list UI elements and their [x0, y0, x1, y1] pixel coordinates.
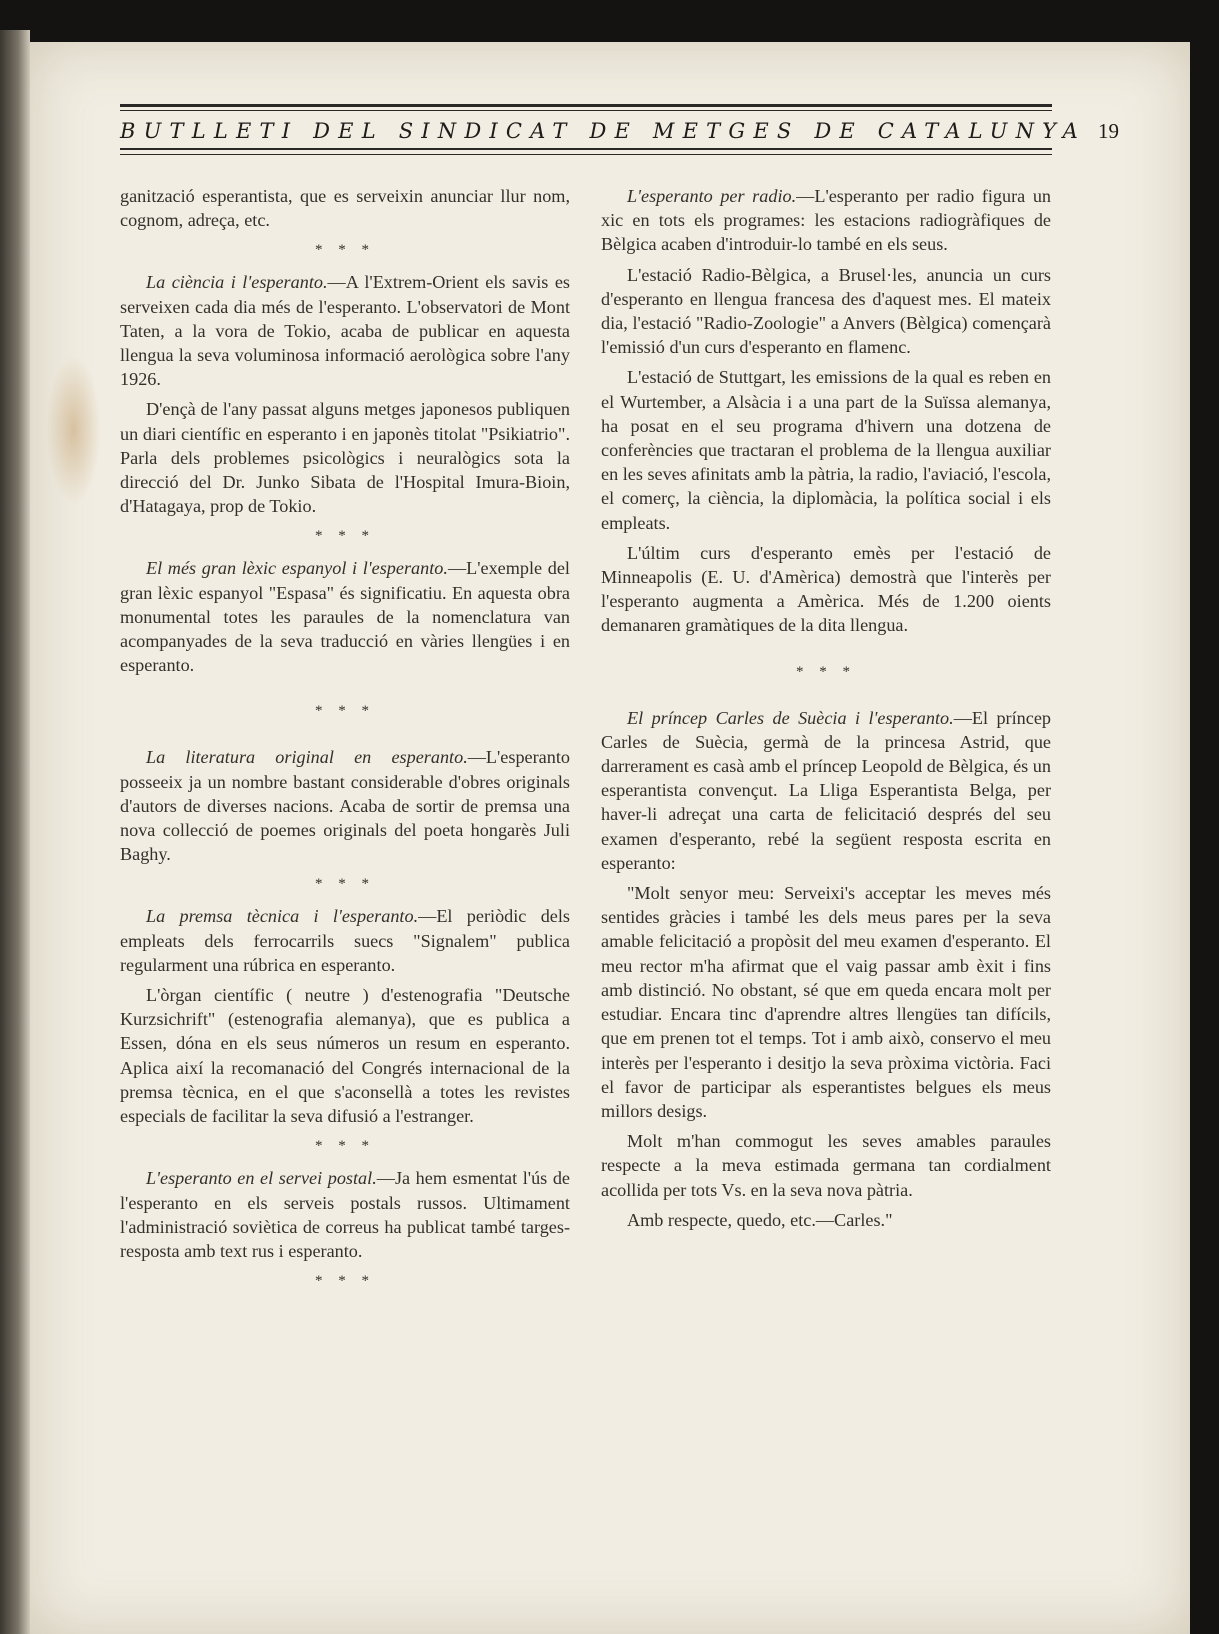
- news-item-postal: [120, 1166, 570, 1263]
- journal-title: BUTLLETI DEL SINDICAT DE METGES DE CATALUNYA: [120, 119, 1086, 143]
- letter-signoff: Amb respecte, quedo, etc.—Carles.": [627, 1209, 893, 1230]
- header-rule-bottom: [120, 148, 1052, 150]
- letter-paragraph: Molt m'han commogut les seves amables paraules respecte a la meva estimada germana tan cordialment acollida per tots Vs. en la seva nova pàtria.: [601, 1131, 1051, 1200]
- section-separator: * * *: [796, 663, 856, 680]
- item-text: —L'exemple del gran lèxic espanyol "Espasa" és significatiu. En aquesta obra monumental totes les paraules de la nomenclatura van acompanyades de la seva traducció en vàries llengües i en esperanto.: [120, 558, 570, 676]
- paragraph: L'estació de Stuttgart, les emissions de la qual es reben en el Wurtember, a Alsàcia i a una part de la Suïssa alemanya, ha posat en el seu programa d'hivern una dotzena de conferències que tractaran el problema de la llengua auxiliar en les seves afinitats amb la pàtria, la radio, l'aviació, l'escola, el comerç, la ciència, la diplomàcia, la política social i els empleats.: [601, 367, 1051, 533]
- section-separator: * * *: [315, 703, 375, 720]
- left-column: [120, 184, 570, 1301]
- paragraph: D'ençà de l'any passat alguns metges japonesos publiquen un diari científic en esperanto i en japonès titolat "Psikiatrio". Parla dels problemes psicològics i neuralògics sota la direcció del Dr. Junko Sibata de l'Hospital Imura-Bioin, d'Hatagaya, prop de Tokio.: [120, 399, 570, 517]
- header-rule-top: [120, 104, 1052, 107]
- news-item-radio: [601, 184, 1051, 257]
- section-separator: * * *: [315, 528, 375, 545]
- running-header: [120, 116, 1119, 146]
- right-column: [601, 184, 1051, 1232]
- item-title: La ciència i l'esperanto.: [146, 272, 328, 293]
- section-separator: * * *: [315, 242, 375, 259]
- paragraph: L'últim curs d'esperanto emès per l'estació de Minneapolis (E. U. d'Amèrica) demostrà que l'interès per l'esperanto augmenta a Amèrica. Més de 1.200 oients demanaren gramàtiques de la dita llengua.: [601, 542, 1051, 636]
- news-item-prince: [601, 706, 1051, 875]
- section-separator: * * *: [315, 1273, 375, 1290]
- item-title: L'esperanto en el servei postal.: [146, 1168, 377, 1189]
- header-rule-bottom-thin: [120, 154, 1052, 155]
- paper-stain: [46, 355, 101, 505]
- item-text: —El príncep Carles de Suècia, germà de la princesa Astrid, que darrerament es casà amb el príncep Leopold de Bèlgica, és un esperantista convençut. La Lliga Esperantista Belga, per haver-li adreçat una carta de felicitació després del seu examen d'esperanto, rebé la següent resposta escrita en esperanto:: [601, 707, 1051, 873]
- news-item-lexicon: [120, 556, 570, 677]
- letter-paragraph: "Molt senyor meu: Serveixi's acceptar les meves més sentides gràcies i també les dels meus pares per la seva amable felicitació a propòsit del meu examen d'esperanto. El meu rector m'ha afirmat que el vaig passar amb èxit i fins amb distinció. No obstant, sé que em queda encara molt per estudiar. Encara tinc d'aprendre altres llengües tan difícils, que em prenen tot el temps. Tot i amb això, conservo el meu interès per l'esperanto i desitjo la seva pròxima victòria. Faci el favor de participar als esperantistes belgues els meus millors desigs.: [601, 883, 1051, 1121]
- paragraph: L'estació Radio-Bèlgica, a Brusel·les, anuncia un curs d'esperanto en llengua francesa des d'aquest mes. El mateix dia, l'estació "Radio-Zoologie" a Anvers (Bèlgica) començarà l'emissió d'un curs d'esperanto en flamenc.: [601, 264, 1051, 358]
- page-binding-edge: [0, 30, 30, 1634]
- item-text: —El periòdic dels empleats dels ferrocarrils suecs "Signalem" publica regularment una rúbrica en esperanto.: [120, 906, 570, 975]
- section-separator: * * *: [315, 1138, 375, 1155]
- section-separator: * * *: [315, 876, 375, 893]
- header-rule-top-thin: [120, 110, 1052, 111]
- item-title: El príncep Carles de Suècia i l'esperanto.: [627, 707, 954, 728]
- item-text: —A l'Extrem-Orient els savis es serveixen cada dia més de l'esperanto. L'observatori de Mont Taten, a la vora de Tokio, acaba de publicar en aquesta llengua la seva voluminosa informació aerològica sobre l'any 1926.: [120, 272, 570, 390]
- news-item-literature: [120, 745, 570, 866]
- item-title: La literatura original en esperanto.: [146, 747, 468, 768]
- item-text: —L'esperanto per radio figura un xic en tots els programes: les estacions radiogràfiques de Bèlgica acaben d'introduir-lo també en els seus.: [601, 186, 1052, 255]
- page-number: 19: [1097, 118, 1119, 143]
- news-item-press: [120, 904, 570, 977]
- item-title: L'esperanto per radio.: [627, 186, 797, 206]
- item-text: —L'esperanto posseeix ja un nombre bastant considerable d'obres originals d'autors de diverses nacions. Acaba de sortir de premsa una nova collecció de poemes originals del poeta hongarès Juli Baghy.: [120, 747, 570, 865]
- item-title: El més gran lèxic espanyol i l'esperanto.: [146, 558, 448, 579]
- paragraph: L'òrgan científic ( neutre ) d'estenografia "Deutsche Kurzsichrift" (estenografia alemanya), que es publica a Essen, dóna en els seus números un resum en esperanto. Aplica així la recomanació del Congrés internacional de la premsa tècnica, en el que s'aconsellà a totes les revistes especials de facilitar la seva difusió a l'estranger.: [120, 985, 570, 1127]
- news-item-science: [120, 270, 570, 391]
- paragraph: ganització esperantista, que es serveixin anunciar llur nom, cognom, adreça, etc.: [120, 186, 570, 231]
- item-title: La premsa tècnica i l'esperanto.: [146, 906, 419, 927]
- item-text: —Ja hem esmentat l'ús de l'esperanto en els serveis postals russos. Ultimament l'administració soviètica de correus ha publicat també targes-resposta amb text rus i esperanto.: [120, 1168, 570, 1261]
